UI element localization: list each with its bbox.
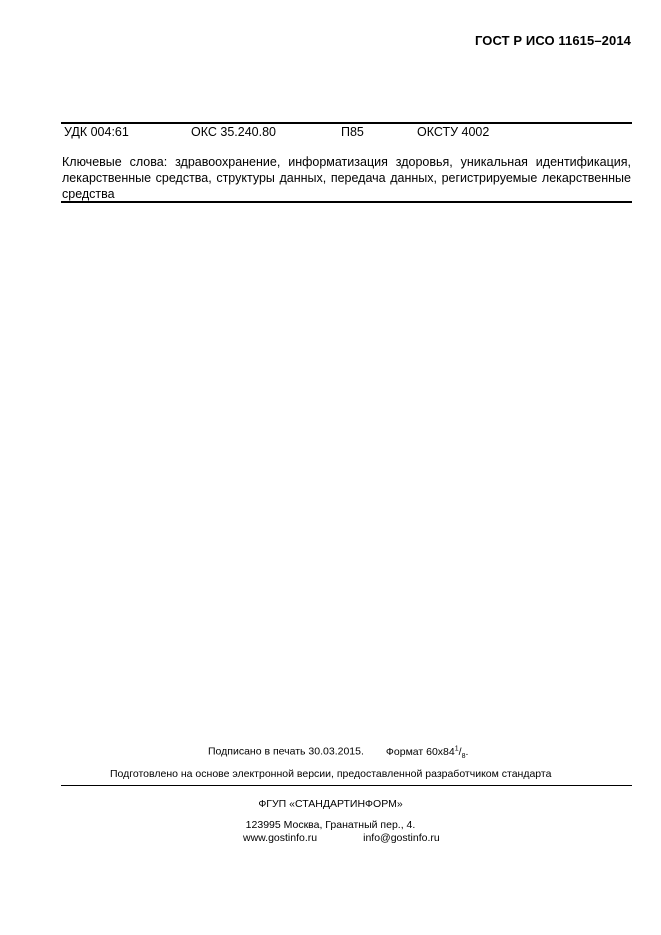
prepared-note: Подготовлено на основе электронной версии, предоставленной разработчиком стандарта bbox=[110, 768, 552, 780]
okstu-code: ОКСТУ 4002 bbox=[417, 125, 490, 139]
standard-number: ГОСТ Р ИСО 11615–2014 bbox=[474, 33, 631, 48]
top-divider bbox=[61, 122, 632, 124]
signed-date: Подписано в печать 30.03.2015. bbox=[208, 745, 364, 758]
oks-code: ОКС 35.240.80 bbox=[191, 125, 276, 139]
publisher-address: 123995 Москва, Гранатный пер., 4. bbox=[245, 819, 416, 831]
format-suffix: . bbox=[465, 745, 469, 758]
publisher-name: ФГУП «СТАНДАРТИНФОРМ» bbox=[258, 798, 403, 810]
format-denominator: 8 bbox=[461, 752, 466, 760]
udk-code: УДК 004:61 bbox=[64, 125, 129, 139]
paper-format: Формат $60х84^1/_8$. bbox=[385, 745, 469, 760]
email-link[interactable]: info@gostinfo.ru bbox=[363, 832, 440, 844]
signed-line bbox=[208, 745, 468, 760]
format-numerator: 1 bbox=[454, 745, 459, 752]
classification-codes bbox=[64, 125, 644, 141]
format-prefix: Формат 60х84 bbox=[385, 745, 455, 758]
p-code: П85 bbox=[341, 125, 364, 139]
imprint-divider bbox=[61, 785, 632, 786]
keywords-divider bbox=[61, 201, 632, 203]
keywords-paragraph: Ключевые слова: здравоохранение, информатизация здоровья, уникальная идентификация, лекарственные средства, структуры данных, передача данных, регистрируемые лекарственные средства bbox=[62, 155, 631, 201]
website-link[interactable]: www.gostinfo.ru bbox=[243, 832, 318, 844]
contacts-line bbox=[243, 832, 440, 844]
